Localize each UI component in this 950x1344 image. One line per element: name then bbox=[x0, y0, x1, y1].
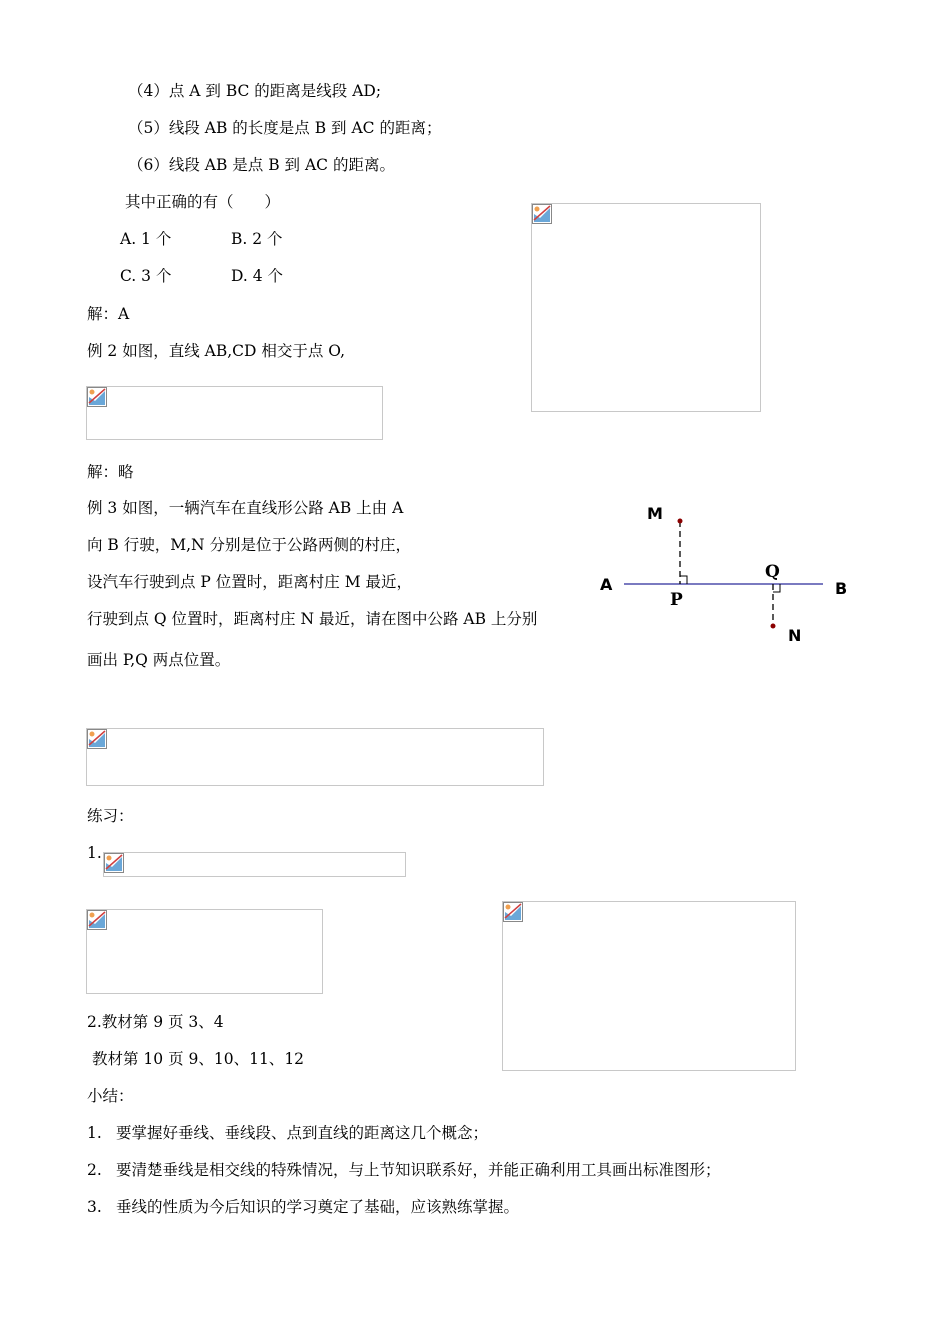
example-3-line-4: 行驶到点 Q 位置时，距离村庄 N 最近，请在图中公路 AB 上分别 bbox=[87, 610, 538, 628]
summary-3-number: 3. bbox=[87, 1198, 102, 1216]
example-3-line-3: 设汽车行驶到点 P 位置时，距离村庄 M 最近， bbox=[87, 573, 413, 591]
broken-image-icon bbox=[87, 387, 107, 407]
solution-2: 解：略 bbox=[87, 463, 134, 481]
label-m: M bbox=[647, 504, 663, 523]
example-3-line-1: 例 3 如图，一辆汽车在直线形公路 AB 上由 A bbox=[87, 499, 404, 517]
right-angle-mark-p bbox=[680, 576, 687, 584]
label-q: Q bbox=[765, 562, 780, 582]
practice-heading: 练习： bbox=[87, 807, 134, 825]
example-3-line-5: 画出 P,Q 两点位置。 bbox=[87, 651, 231, 669]
option-c: C. 3 个 bbox=[120, 267, 172, 285]
option-a: A. 1 个 bbox=[120, 230, 172, 248]
label-b: B bbox=[835, 579, 848, 598]
summary-1-number: 1. bbox=[87, 1124, 102, 1142]
statement-6: （6）线段 AB 是点 B 到 AC 的距离。 bbox=[128, 156, 395, 174]
label-a: A bbox=[600, 575, 613, 594]
summary-3: 垂线的性质为今后知识的学习奠定了基础，应该熟练掌握。 bbox=[116, 1198, 520, 1216]
missing-image bbox=[531, 203, 761, 412]
summary-2-number: 2. bbox=[87, 1161, 102, 1179]
point-n bbox=[771, 624, 776, 629]
practice-2-continued: 教材第 10 页 9、10、11、12 bbox=[92, 1050, 305, 1068]
example-2: 例 2 如图，直线 AB,CD 相交于点 O, bbox=[87, 342, 346, 360]
right-angle-mark-q bbox=[773, 584, 780, 592]
question-text: 其中正确的有（ ） bbox=[125, 193, 281, 211]
point-m bbox=[678, 519, 683, 524]
missing-image bbox=[86, 909, 323, 994]
broken-image-icon bbox=[532, 204, 552, 224]
broken-image-icon bbox=[104, 853, 124, 873]
summary-1: 要掌握好垂线、垂线段、点到直线的距离这几个概念； bbox=[116, 1124, 489, 1142]
statement-5: （5）线段 AB 的长度是点 B 到 AC 的距离； bbox=[128, 119, 442, 137]
missing-image bbox=[502, 901, 796, 1071]
practice-2: 2.教材第 9 页 3、4 bbox=[87, 1013, 224, 1031]
broken-image-icon bbox=[503, 902, 523, 922]
road-village-figure bbox=[590, 495, 860, 655]
broken-image-icon bbox=[87, 729, 107, 749]
statement-4: （4）点 A 到 BC 的距离是线段 AD; bbox=[128, 82, 382, 100]
label-n: N bbox=[788, 626, 802, 645]
missing-image bbox=[86, 728, 544, 786]
option-d: D. 4 个 bbox=[231, 267, 284, 285]
label-p: P bbox=[670, 590, 683, 610]
summary-2: 要清楚垂线是相交线的特殊情况，与上节知识联系好，并能正确利用工具画出标准图形； bbox=[116, 1161, 721, 1179]
option-b: B. 2 个 bbox=[231, 230, 283, 248]
example-3-line-2: 向 B 行驶，M,N 分别是位于公路两侧的村庄， bbox=[87, 536, 412, 554]
summary-heading: 小结： bbox=[87, 1087, 134, 1105]
missing-image bbox=[103, 852, 406, 877]
practice-1: 1. bbox=[87, 844, 102, 862]
missing-image bbox=[86, 386, 383, 440]
solution-1: 解：A bbox=[87, 305, 130, 323]
broken-image-icon bbox=[87, 910, 107, 930]
